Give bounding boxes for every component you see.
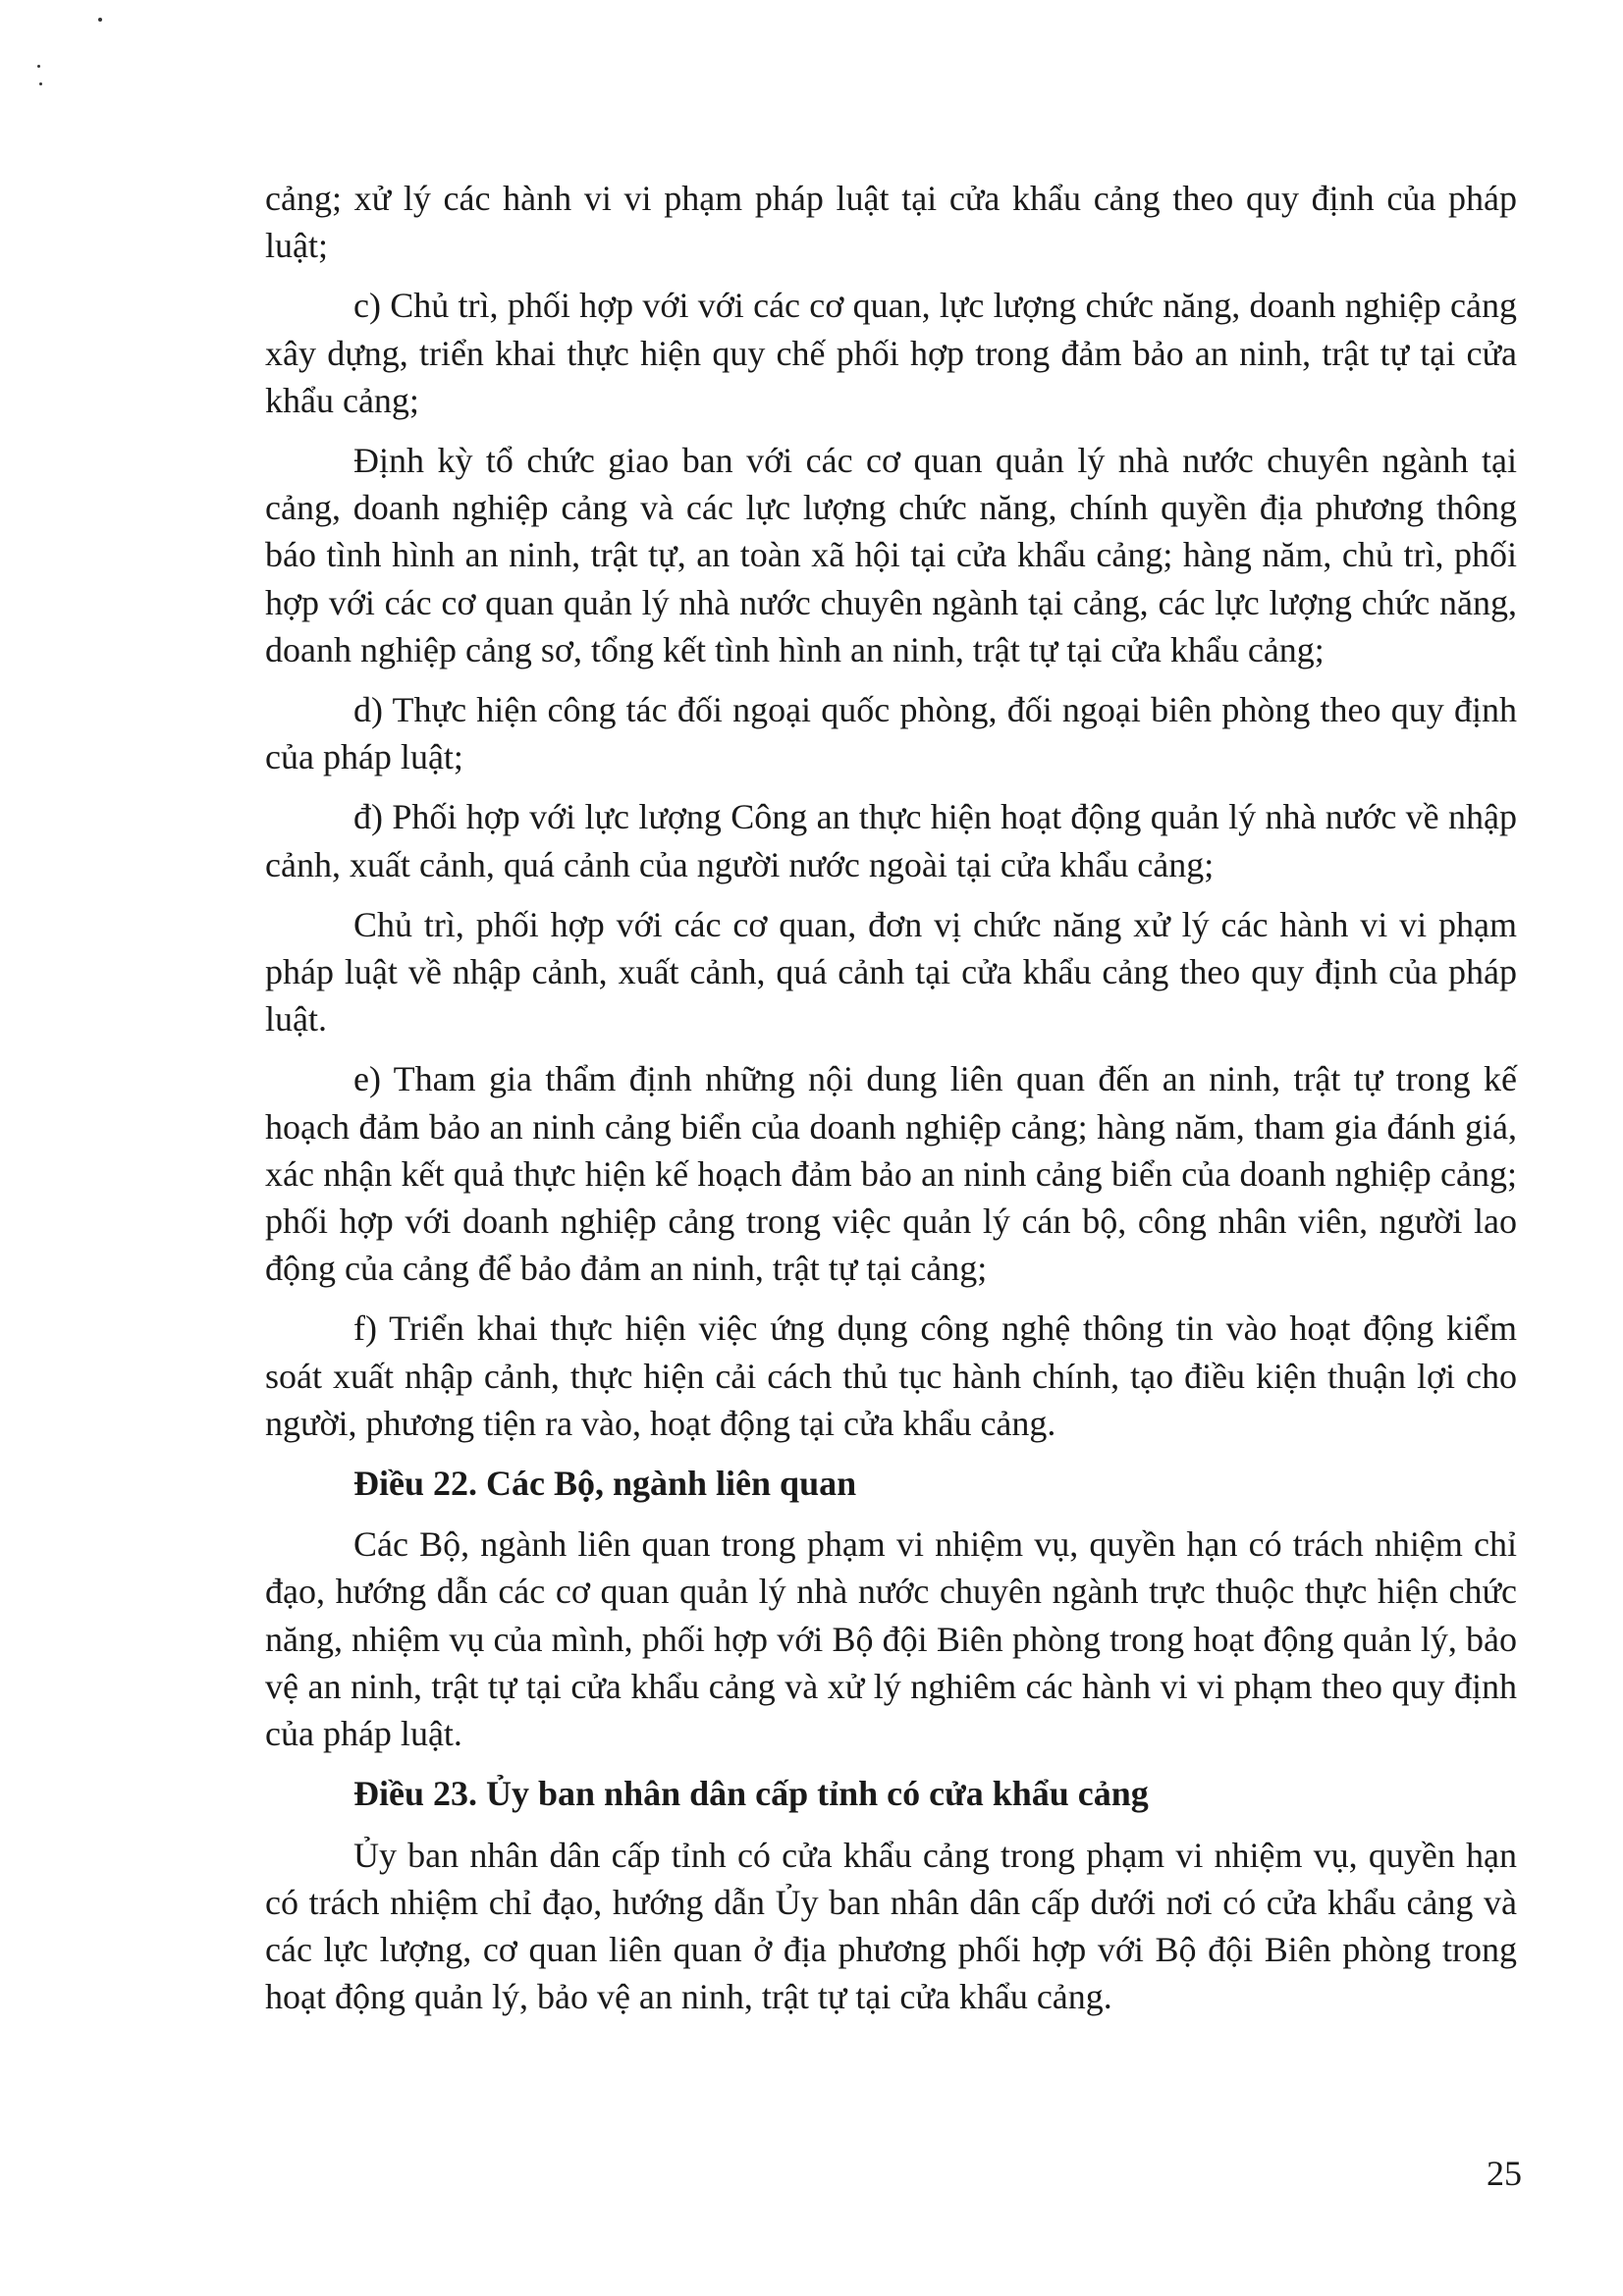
article-heading: Điều 22. Các Bộ, ngành liên quan [353,1464,857,1504]
paragraph: Định kỳ tổ chức giao ban với các cơ quan quản lý nhà nước chuyên ngành tại cảng, doanh nghiệp cảng và các lực lượng chức năng, chính quyền địa phương thông báo tình hình an ninh, trật tự, an toàn xã hội tại cửa khẩu cảng; hàng năm, chủ trì, phối hợp với các cơ quan quản lý nhà nước chuyên ngành tại cảng, các lực lượng chức năng, doanh nghiệp cảng sơ, tổng kết tình hình an ninh, trật tự tại cửa khẩu cảng; [265,441,1517,669]
scan-speck [39,82,42,85]
paragraph: c) Chủ trì, phối hợp với với các cơ quan, lực lượng chức năng, doanh nghiệp cảng xây dựng, triển khai thực hiện quy chế phối hợp trong đảm bảo an ninh, trật tự tại cửa khẩu cảng; [265,286,1517,420]
paragraph: Chủ trì, phối hợp với các cơ quan, đơn vị chức năng xử lý các hành vi vi phạm pháp luật về nhập cảnh, xuất cảnh, quá cảnh tại cửa khẩu cảng theo quy định của pháp luật. [265,904,1517,1040]
paragraph: đ) Phối hợp với lực lượng Công an thực hiện hoạt động quản lý nhà nước về nhập cảnh, xuất cảnh, quá cảnh của người nước ngoài tại cửa khẩu cảng; [265,797,1517,884]
paragraph: Ủy ban nhân dân cấp tỉnh có cửa khẩu cảng trong phạm vi nhiệm vụ, quyền hạn có trách nhiệm chỉ đạo, hướng dẫn Ủy ban nhân dân cấp dưới nơi có cửa khẩu cảng và các lực lượng, cơ quan liên quan ở địa phương phối hợp với Bộ đội Biên phòng trong hoạt động quản lý, bảo vệ an ninh, trật tự tại cửa khẩu cảng. [265,1835,1517,2017]
paragraph: d) Thực hiện công tác đối ngoại quốc phòng, đối ngoại biên phòng theo quy định của pháp luật; [265,690,1517,777]
paragraph: f) Triển khai thực hiện việc ứng dụng công nghệ thông tin vào hoạt động kiểm soát xuất nhập cảnh, thực hiện cải cách thủ tục hành chính, tạo điều kiện thuận lợi cho người, phương tiện ra vào, hoạt động tại cửa khẩu cảng. [265,1308,1517,1443]
paragraph: e) Tham gia thẩm định những nội dung liên quan đến an ninh, trật tự trong kế hoạch đảm bảo an ninh cảng biển của doanh nghiệp cảng; hàng năm, tham gia đánh giá, xác nhận kết quả thực hiện kế hoạch đảm bảo an ninh cảng biển của doanh nghiệp cảng; phối hợp với doanh nghiệp cảng trong việc quản lý cán bộ, công nhân viên, người lao động của cảng để bảo đảm an ninh, trật tự tại cảng; [265,1059,1517,1289]
page-number: 25 [1487,2154,1522,2193]
article-heading: Điều 23. Ủy ban nhân dân cấp tỉnh có cửa khẩu cảng [353,1774,1149,1814]
scan-speck [98,18,102,22]
scan-speck [37,65,40,68]
document-body [265,175,1517,2033]
paragraph: cảng; xử lý các hành vi vi phạm pháp luật tại cửa khẩu cảng theo quy định của pháp luật; [265,179,1517,266]
paragraph: Các Bộ, ngành liên quan trong phạm vi nhiệm vụ, quyền hạn có trách nhiệm chỉ đạo, hướng dẫn các cơ quan quản lý nhà nước chuyên ngành trực thuộc thực hiện chức năng, nhiệm vụ của mình, phối hợp với Bộ đội Biên phòng trong hoạt động quản lý, bảo vệ an ninh, trật tự tại cửa khẩu cảng và xử lý nghiêm các hành vi vi phạm theo quy định của pháp luật. [265,1524,1517,1754]
